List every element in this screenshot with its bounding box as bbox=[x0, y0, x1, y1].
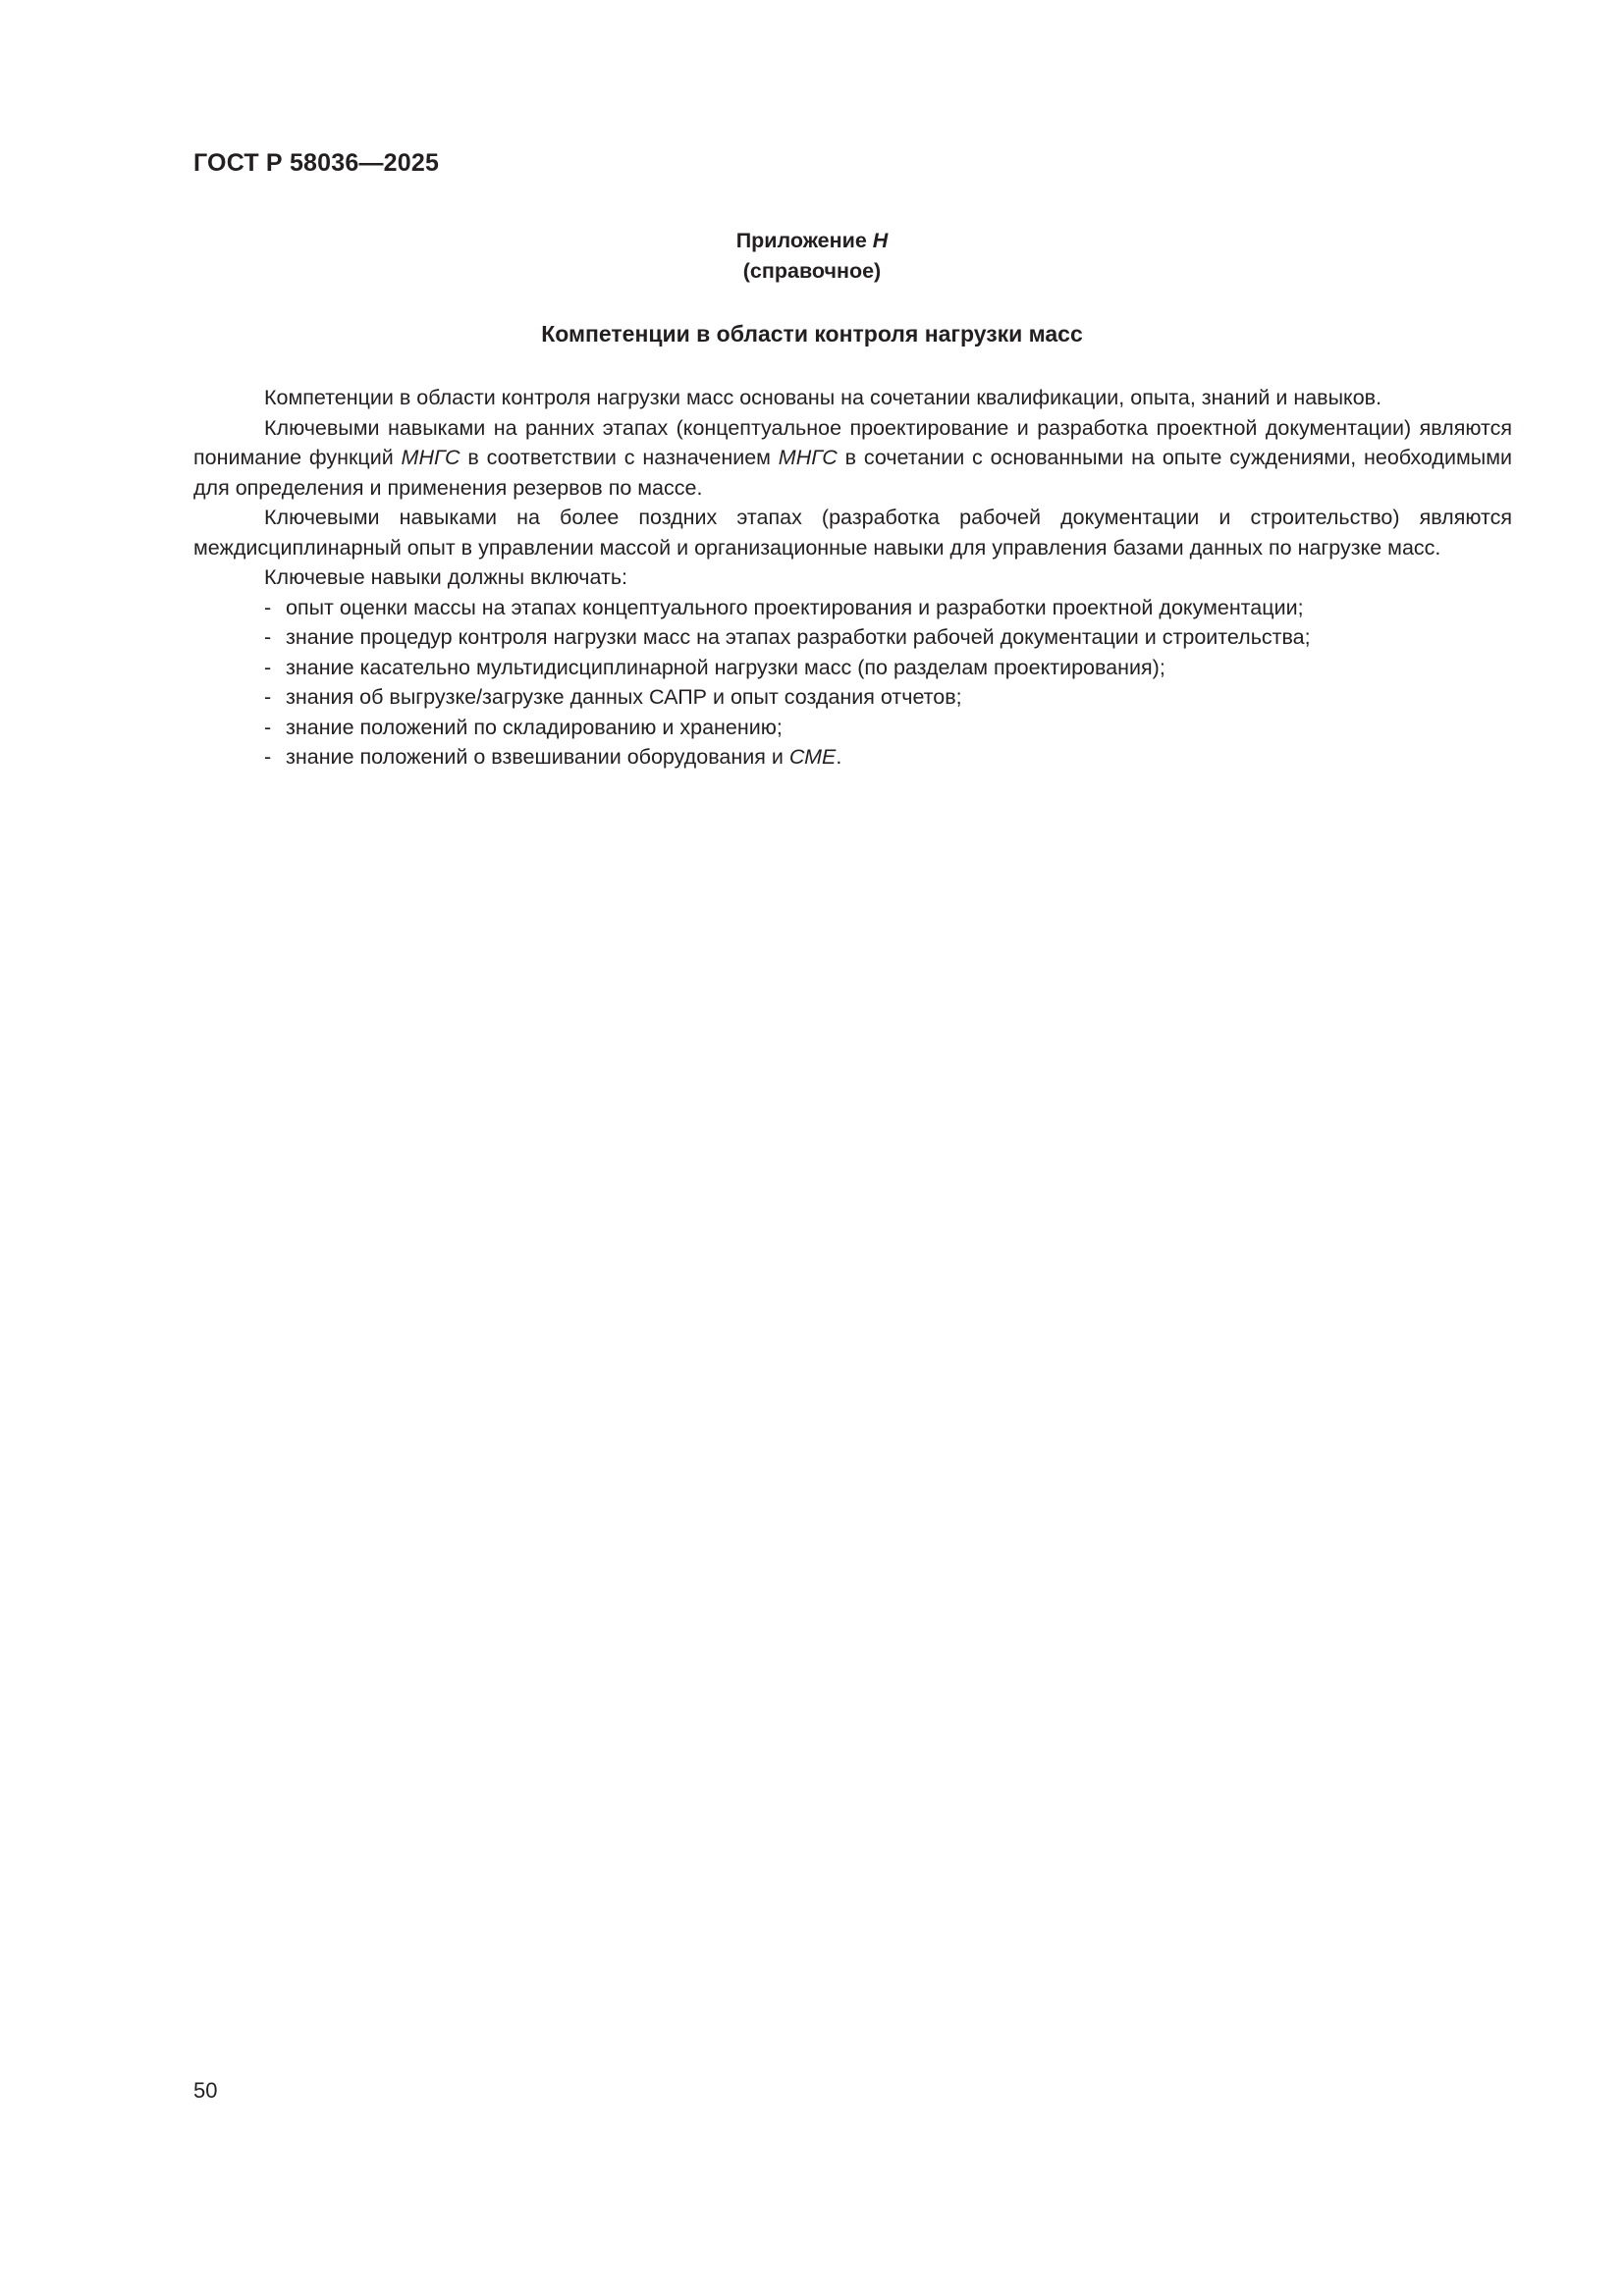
list-item-text: знания об выгрузке/загрузке данных САПР и опыт создания отчетов; bbox=[286, 685, 962, 709]
list-item bbox=[193, 682, 1512, 713]
body-text bbox=[193, 383, 1512, 773]
appendix-heading bbox=[0, 226, 1624, 287]
paragraph-4: Ключевые навыки должны включать: bbox=[264, 565, 628, 589]
paragraph-1: Компетенции в области контроля нагрузки масс основаны на сочетании квалификации, опыта, знаний и навыков. bbox=[264, 386, 1382, 409]
appendix-type: (справочное) bbox=[742, 259, 882, 283]
list-item-text: знание положений по складированию и хранению; bbox=[286, 715, 783, 739]
paragraph-2-part-b: в соответствии с назначением bbox=[460, 446, 779, 469]
list-item bbox=[193, 622, 1512, 653]
appendix-label-line bbox=[0, 226, 1624, 256]
list-item bbox=[193, 713, 1512, 743]
paragraph-2-part-c: в сочетании с основанными на опыте суждениями, необходимыми для определения и применения резервов по массе. bbox=[193, 446, 1512, 500]
list-item-text bbox=[286, 742, 841, 773]
dash-bullet: - bbox=[264, 685, 272, 709]
dash-bullet: - bbox=[264, 655, 272, 679]
paragraph-2 bbox=[193, 413, 1512, 504]
dash-bullet: - bbox=[264, 625, 272, 649]
page-number: 50 bbox=[193, 2078, 218, 2103]
dash-bullet: - bbox=[264, 715, 272, 739]
appendix-label: Приложение bbox=[735, 229, 867, 252]
list-item bbox=[193, 742, 1512, 773]
skills-list bbox=[193, 593, 1512, 773]
appendix-letter: Н bbox=[872, 229, 889, 252]
paragraph-2-part-a: Ключевыми навыками на ранних этапах (концептуальное проектирование и разработка проектной документации) являются понимание функций bbox=[193, 415, 1512, 469]
list-item bbox=[193, 653, 1512, 683]
document-standard-id: ГОСТ Р 58036—2025 bbox=[193, 149, 440, 177]
dash-bullet: - bbox=[264, 745, 272, 769]
section-title: Компетенции в области контроля нагрузки масс bbox=[541, 321, 1083, 347]
abbreviation-mngs: МНГС bbox=[401, 446, 460, 469]
list-item-last-text: знание положений о взвешивании оборудования и bbox=[286, 745, 789, 769]
list-item-text: опыт оценки массы на этапах концептуального проектирования и разработки проектной документации; bbox=[286, 595, 1304, 619]
paragraph-3: Ключевыми навыками на более поздних этапах (разработка рабочей документации и строительство) являются междисциплинарный опыт в управлении массой и организационные навыки для управления базами данных по нагрузке масс. bbox=[193, 506, 1512, 560]
abbreviation-sme: СМЕ bbox=[788, 745, 837, 769]
abbreviation-mngs: МНГС bbox=[778, 446, 838, 469]
list-item-text: знание касательно мультидисциплинарной нагрузки масс (по разделам проектирования); bbox=[286, 655, 1165, 679]
dash-bullet: - bbox=[264, 595, 272, 619]
list-item-text: знание процедур контроля нагрузки масс на этапах разработки рабочей документации и строительства; bbox=[286, 625, 1311, 649]
list-item-last-end: . bbox=[836, 745, 842, 769]
list-item bbox=[193, 593, 1512, 623]
